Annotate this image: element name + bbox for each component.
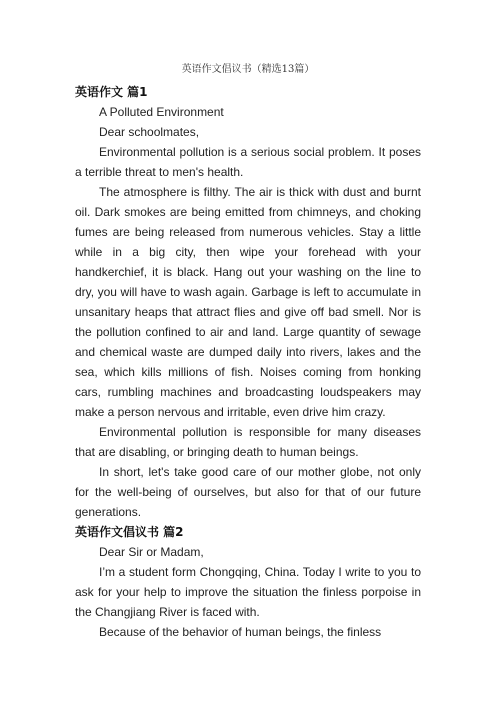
paragraph-1-3: Environmental pollution is responsible for many diseases that are disabling, or bringing death to human beings. (75, 425, 421, 459)
paragraph-1-1: Environmental pollution is a serious social problem. It poses a terrible threat to men's health. (75, 145, 421, 179)
paragraph-2-2: Because of the behavior of human beings, the finless (99, 625, 382, 639)
paragraph-1-4: In short, let's take good care of our mother globe, not only for the well-being of ourselves, but also for that of our future generations. (75, 465, 421, 519)
salutation-2: Dear Sir or Madam, (99, 545, 204, 559)
document-body (75, 82, 421, 642)
essay-title: A Polluted Environment (99, 105, 224, 119)
section-2-heading: 英语作文倡议书 篇2 (75, 525, 184, 539)
document-title: 英语作文倡议书（精选13篇） (181, 64, 315, 75)
paragraph-2-1: I’m a student form Chongqing, China. Today I write to you to ask for your help to improve the situation the finless porpoise in the Changjiang River is faced with. (75, 565, 421, 619)
paragraph-1-2: The atmosphere is filthy. The air is thick with dust and burnt oil. Dark smokes are being emitted from chimneys, and choking fumes are being released from numerous vehicles. Stay a little while in a big city, then wipe your forehead with your handkerchief, it is black. Hang out your washing on the line to dry, you will have to wash again. Garbage is left to accumulate in unsanitary heaps that attract flies and give off bad smell. Nor is the pollution confined to air and land. Large quantity of sewage and chemical waste are dumped daily into rivers, lakes and the sea, which kills millions of fish. Noises coming from honking cars, rumbling machines and broadcasting loudspeakers may make a person nervous and irritable, even drive him crazy. (75, 185, 421, 419)
section-1-heading: 英语作文 篇1 (75, 85, 148, 99)
salutation-1: Dear schoolmates, (99, 125, 200, 139)
